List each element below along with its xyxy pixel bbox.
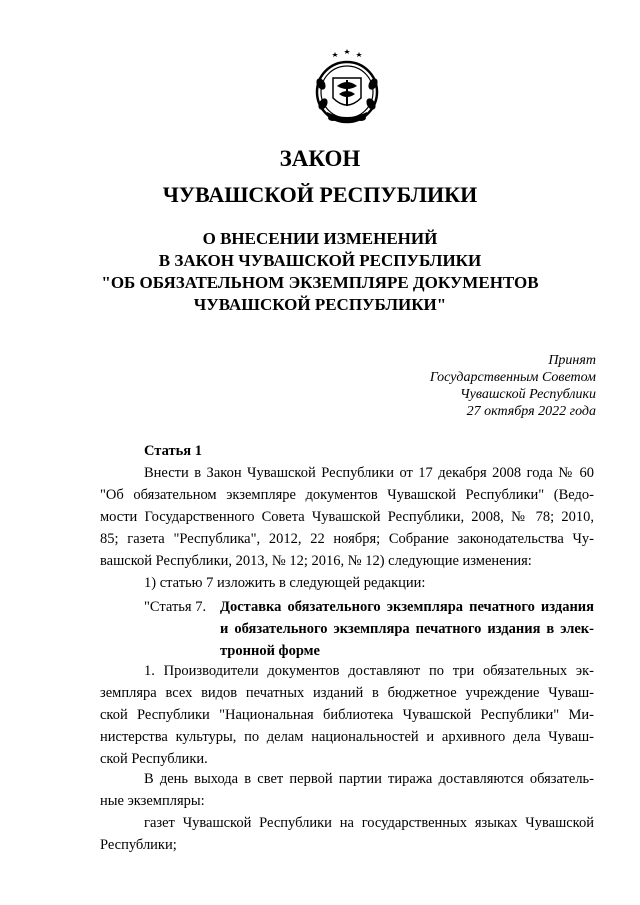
subtitle-line: В ЗАКОН ЧУВАШСКОЙ РЕСПУБЛИКИ (158, 251, 482, 270)
text-line: ской Республики "Национальная библиотека Чувашской Республики" Ми- (100, 707, 594, 723)
article-heading: Статья 1 (144, 443, 202, 459)
republic-name: ЧУВАШСКОЙ РЕСПУБЛИКИ (162, 182, 478, 207)
text-line: и обязательного экземпляра печатного издания в элек- (220, 621, 594, 637)
adoption-date: 27 октября 2022 года (466, 404, 596, 419)
article7-title (220, 596, 594, 662)
text-line: 1. Производители документов доставляют по три обязательных эк- (144, 663, 594, 679)
paragraph-3 (100, 812, 594, 856)
subtitle-line: О ВНЕСЕНИИ ИЗМЕНЕНИЙ (202, 229, 438, 248)
text-line: В день выхода в свет первой партии тиража доставляются обязатель- (144, 771, 594, 787)
amendment-item: 1) статью 7 изложить в следующей редакции: (144, 575, 426, 591)
paragraph-2 (100, 768, 594, 812)
subtitle-line: ЧУВАШСКОЙ РЕСПУБЛИКИ" (193, 295, 447, 314)
document-type: ЗАКОН (279, 146, 361, 171)
text-line: "Об обязательном экземпляре документов Чувашской Республики" (Ведо- (100, 487, 594, 503)
subtitle-line: "ОБ ОБЯЗАТЕЛЬНОМ ЭКЗЕМПЛЯРЕ ДОКУМЕНТОВ (101, 273, 539, 292)
text-line: земпляра всех видов печатных изданий в бюджетное учреждение Чуваш- (100, 685, 594, 701)
text-line: Доставка обязательного экземпляра печатного издания (220, 599, 594, 615)
article7-label: "Статья 7. (144, 599, 207, 615)
adoption-line: Принят (548, 353, 596, 368)
adoption-line: Чувашской Республики (460, 387, 596, 402)
text-line: тронной форме (220, 643, 320, 659)
text-line: ской Республики. (100, 751, 208, 767)
adoption-block (336, 352, 596, 420)
text-line: мости Государственного Совета Чувашской Республики, 2008, № 78; 2010, (100, 509, 594, 525)
chuvash-republic-emblem-icon (313, 48, 381, 126)
paragraph-1 (100, 660, 594, 770)
text-line: газет Чувашской Республики на государственных языках Чувашской (144, 815, 594, 831)
article-intro-paragraph (100, 462, 594, 594)
law-subtitle (0, 228, 640, 316)
text-line: Внести в Закон Чувашской Республики от 17 декабря 2008 года № 60 (144, 465, 594, 481)
text-line: нистерства культуры, по делам национальностей и архивного дела Чуваш- (100, 729, 594, 745)
text-line: 85; газета "Республика", 2012, 22 ноября; Собрание законодательства Чу- (100, 531, 594, 547)
adoption-line: Государственным Советом (429, 370, 596, 385)
text-line: вашской Республики, 2013, № 12; 2016, № 12) следующие изменения: (100, 553, 532, 569)
text-line: Республики; (100, 837, 177, 853)
text-line: ные экземпляры: (100, 793, 205, 809)
